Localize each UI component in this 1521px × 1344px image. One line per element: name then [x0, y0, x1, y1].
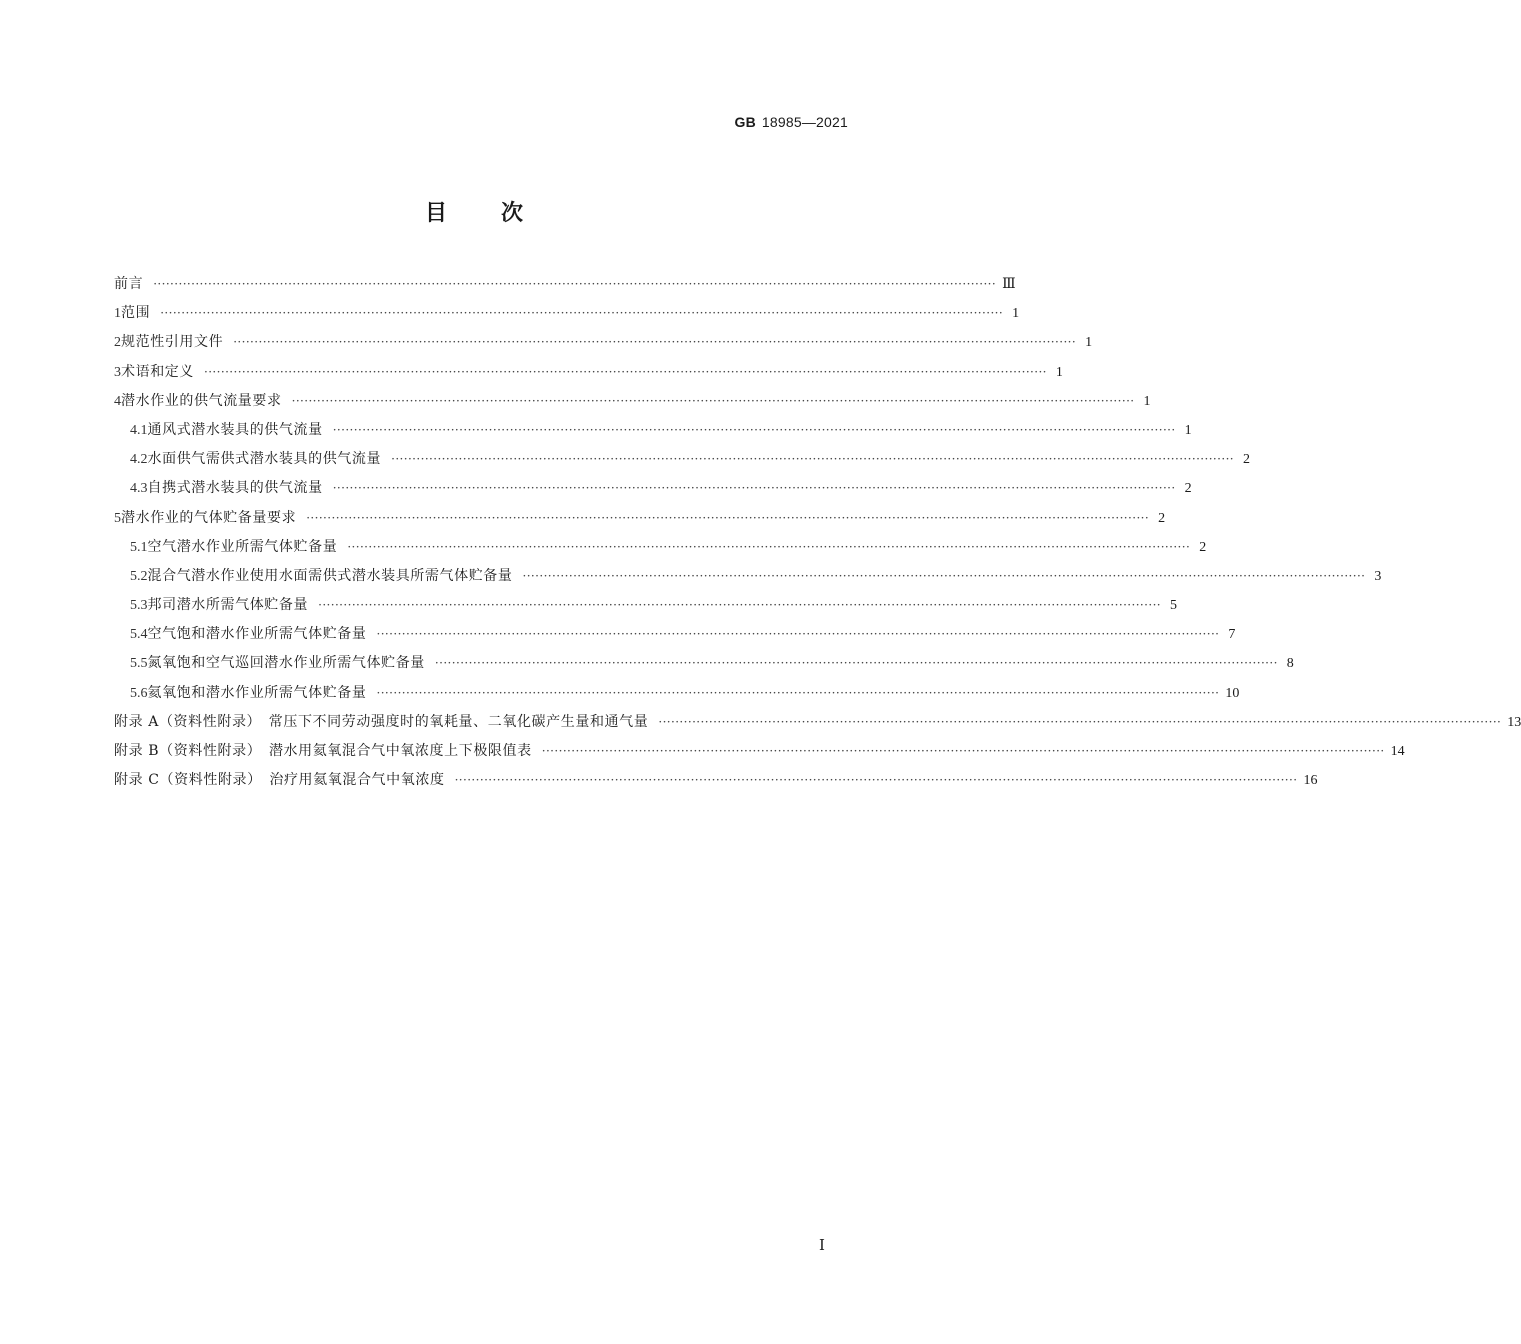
toc-dot-leader: ········································································································································································································ — [347, 539, 1191, 554]
toc-entry-label: 邦司潜水所需气体贮备量 — [147, 597, 309, 614]
toc-entry[interactable] — [114, 766, 1318, 795]
toc-dot-leader: ········································································································································································································ — [318, 598, 1161, 613]
toc-entry-label: 混合气潜水作业使用水面需供式潜水装具所需气体贮备量 — [147, 567, 513, 584]
toc-entry[interactable] — [114, 620, 1236, 649]
toc-entry-label: 空气潜水作业所需气体贮备量 — [147, 538, 338, 555]
toc-entry[interactable] — [114, 445, 1250, 474]
toc-entry-page: 2 — [1158, 510, 1166, 526]
toc-entry-label: 范围 — [121, 305, 151, 322]
toc-entry-page: 10 — [1225, 685, 1240, 701]
toc-entry-label: 规范性引用文件 — [121, 334, 224, 351]
toc-entry-label: 前言 — [114, 276, 144, 292]
toc-entry-label: 附录 B（资料性附录） 潜水用氦氧混合气中氧浓度上下极限值表 — [114, 743, 532, 759]
toc-entry[interactable] — [114, 679, 1240, 708]
toc-entry-label: 潜水作业的气体贮备量要求 — [121, 509, 297, 526]
page-folio: Ⅰ — [819, 1238, 825, 1254]
toc-entry[interactable] — [114, 299, 1020, 328]
toc-entry-number: 5 — [114, 510, 121, 526]
toc-entry[interactable] — [114, 358, 1063, 387]
toc-entry-page: 13 — [1507, 714, 1521, 730]
toc-entry[interactable] — [114, 504, 1166, 533]
toc-entry-page: 16 — [1303, 773, 1318, 789]
toc-dot-leader: ········································································································································································································ — [204, 364, 1047, 379]
toc-entry[interactable] — [114, 474, 1192, 503]
toc-dot-leader: ········································································································································································································ — [233, 335, 1077, 350]
toc-entry-page: 5 — [1170, 598, 1177, 614]
toc-entry[interactable] — [114, 533, 1207, 562]
toc-entry-page: 1 — [1143, 393, 1151, 409]
toc-entry[interactable] — [114, 708, 1521, 737]
toc-entry[interactable] — [114, 591, 1177, 620]
toc-entry-number: 4 — [114, 393, 121, 409]
toc-entry-page: 14 — [1390, 744, 1405, 759]
toc-entry-label: 附录 C（资料性附录） 治疗用氦氧混合气中氧浓度 — [114, 772, 445, 789]
toc-entry-label: 氦氧饱和潜水作业所需气体贮备量 — [147, 684, 367, 701]
toc-entry-number: 5.1 — [130, 539, 148, 555]
toc-dot-leader: ········································································································································································································ — [541, 744, 1385, 758]
toc-dot-leader: ········································································································································································································ — [376, 627, 1220, 642]
toc-entry-number: 5.5 — [130, 656, 148, 672]
page-title-char-2: 次 — [501, 201, 526, 226]
page-title — [0, 196, 950, 227]
toc-entry-number: 4.2 — [130, 452, 148, 468]
toc-entry-page: 1 — [1012, 306, 1020, 322]
toc-dot-leader: ········································································································································································································ — [391, 452, 1234, 467]
toc-entry-label: 附录 A（资料性附录） 常压下不同劳动强度时的氧耗量、二氧化碳产生量和通气量 — [114, 713, 649, 730]
toc-entry-number: 4.3 — [130, 481, 148, 497]
toc-entry[interactable] — [114, 649, 1294, 678]
toc-entry-number: 3 — [114, 364, 121, 380]
toc-entry[interactable] — [114, 416, 1192, 445]
toc-entry[interactable] — [114, 562, 1382, 591]
toc-entry-number: 5.2 — [130, 568, 148, 584]
toc-entry-page: 2 — [1184, 481, 1192, 497]
toc-entry-page: 2 — [1199, 539, 1207, 555]
standard-code — [735, 114, 848, 130]
toc-entry-label: 水面供气需供式潜水装具的供气流量 — [147, 451, 382, 468]
standard-prefix: GB — [734, 114, 756, 130]
toc-entry-label: 潜水作业的供气流量要求 — [121, 392, 282, 409]
toc-entry[interactable] — [114, 737, 1405, 766]
toc-entry-page: 3 — [1374, 568, 1382, 584]
toc-entry-page: 8 — [1286, 656, 1294, 672]
toc-entry-page: 7 — [1228, 627, 1236, 643]
toc-dot-leader: ········································································································································································································ — [332, 481, 1176, 496]
toc-entry-page: 1 — [1055, 364, 1063, 380]
toc-entry-label: 自携式潜水装具的供气流量 — [147, 480, 323, 497]
toc-dot-leader: ········································································································································································································ — [454, 773, 1298, 788]
toc-entry-label: 术语和定义 — [121, 363, 194, 380]
toc-entry[interactable] — [114, 270, 1016, 299]
toc-entry-page: 1 — [1184, 422, 1192, 438]
standard-number: 18985—2021 — [761, 114, 848, 130]
toc-entry-number: 5.4 — [130, 627, 148, 643]
toc-dot-leader: ········································································································································································································ — [434, 656, 1278, 671]
toc-entry-page: 1 — [1085, 335, 1093, 351]
toc-entry-label: 氮氧饱和空气巡回潜水作业所需气体贮备量 — [147, 655, 425, 672]
toc-dot-leader: ········································································································································································································ — [658, 714, 1502, 729]
toc-entry-label: 空气饱和潜水作业所需气体贮备量 — [147, 626, 367, 643]
toc-entry-number: 5.6 — [130, 685, 148, 701]
toc-dot-leader: ········································································································································································································ — [153, 277, 997, 291]
toc-entry[interactable] — [114, 387, 1151, 416]
toc-dot-leader: ········································································································································································································ — [306, 510, 1150, 525]
toc-dot-leader: ········································································································································································································ — [160, 306, 1004, 321]
toc-entry[interactable] — [114, 328, 1093, 357]
toc-dot-leader: ········································································································································································································ — [522, 568, 1366, 583]
toc-entry-number: 4.1 — [130, 422, 148, 438]
toc-entry-number: 5.3 — [130, 598, 148, 614]
table-of-contents — [114, 270, 1521, 795]
toc-dot-leader: ········································································································································································································ — [291, 393, 1135, 408]
toc-entry-number: 2 — [114, 335, 121, 351]
toc-dot-leader: ········································································································································································································ — [376, 685, 1220, 700]
toc-dot-leader: ········································································································································································································ — [332, 422, 1176, 437]
toc-entry-label: 通风式潜水装具的供气流量 — [147, 421, 323, 438]
toc-entry-page: 2 — [1243, 452, 1250, 468]
toc-entry-page: Ⅲ — [1002, 277, 1016, 292]
toc-entry-number: 1 — [114, 306, 121, 322]
page-title-char-1: 目 — [424, 201, 449, 226]
